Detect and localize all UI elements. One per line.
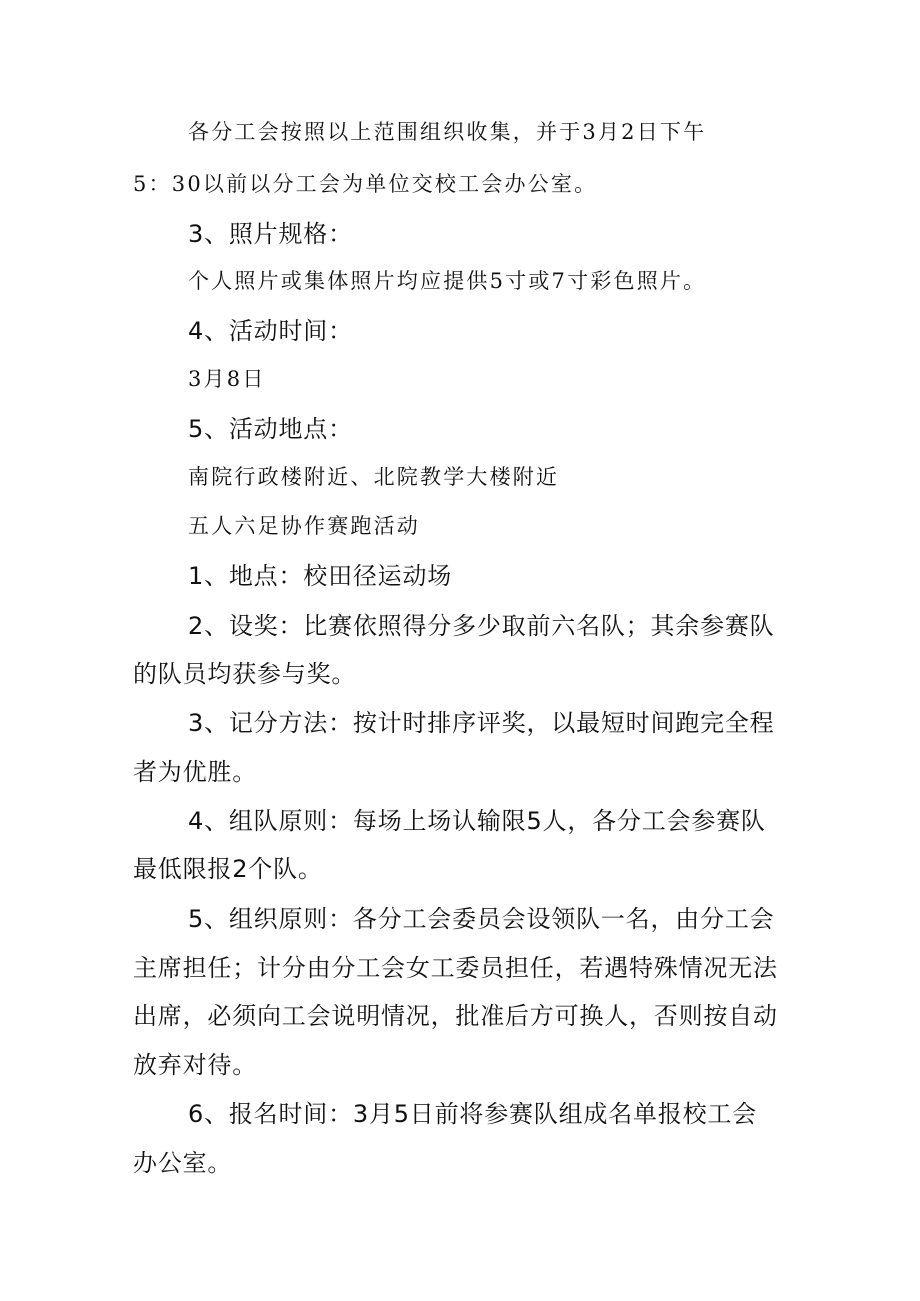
paragraph-line: 者为优胜。: [133, 758, 257, 786]
section-title: 五人六足协作赛跑活动: [188, 514, 420, 538]
paragraph-line: 1、地点：校田径运动场: [188, 562, 453, 590]
paragraph-line: 出席，必须向工会说明情况，批准后方可换人，否则按自动: [133, 1002, 778, 1030]
paragraph-line: 主席担任；计分由分工会女工委员担任，若遇特殊情况无法: [133, 954, 778, 982]
paragraph-line: 办公室。: [133, 1149, 233, 1177]
paragraph-line: 个人照片或集体照片均应提供5寸或7寸彩色照片。: [188, 269, 707, 293]
paragraph-line: 5：30以前以分工会为单位交校工会办公室。: [133, 172, 598, 196]
subheading-activity-location: 5、活动地点：: [188, 415, 353, 443]
paragraph-line: 3月8日: [188, 367, 266, 391]
paragraph-line: 各分工会按照以上范围组织收集，并于3月2日下午: [188, 120, 707, 144]
paragraph-line: 4、组队原则：每场上场认输限5人，各分工会参赛队: [188, 807, 766, 835]
subheading-photo-spec: 3、照片规格：: [188, 220, 353, 248]
paragraph-line: 2、设奖：比赛依照得分多少取前六名队；其余参赛队: [188, 612, 775, 640]
paragraph-line: 6、报名时间：3月5日前将参赛队组成名单报校工会: [188, 1100, 758, 1128]
paragraph-line: 的队员均获参与奖。: [133, 660, 357, 688]
paragraph-line: 5、组织原则：各分工会委员会设领队一名，由分工会: [188, 905, 775, 933]
paragraph-line: 最低限报2个队。: [133, 855, 323, 883]
paragraph-line: 3、记分方法：按计时排序评奖，以最短时间跑完全程: [188, 709, 775, 737]
paragraph-line: 放弃对待。: [133, 1051, 257, 1079]
paragraph-line: 南院行政楼附近、北院教学大楼附近: [188, 465, 560, 489]
subheading-activity-time: 4、活动时间：: [188, 317, 353, 345]
